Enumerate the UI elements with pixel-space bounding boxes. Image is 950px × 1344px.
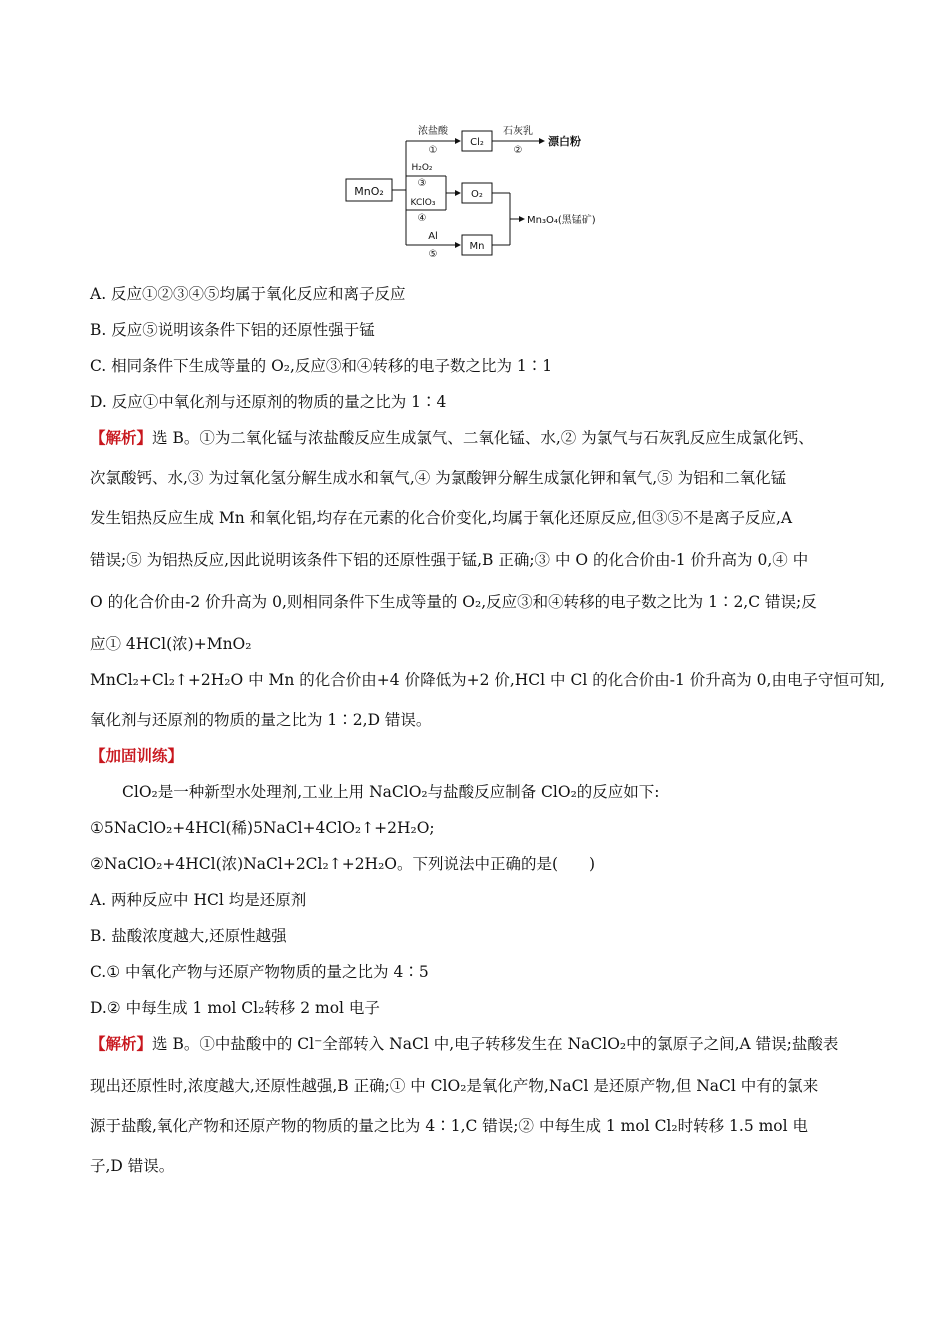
training-equation-1: ①5NaClO₂+4HCl(稀)5NaCl+4ClO₂↑+2H₂O;: [90, 819, 435, 837]
answer1-tag: 【解析】: [90, 428, 153, 447]
mno2-label: MnO₂: [354, 185, 384, 198]
r1-reagent: 浓盐酸: [418, 126, 448, 137]
training-option-c: C.① 中氧化产物与还原产物物质的量之比为 4∶5: [90, 963, 429, 981]
answer2-line-2: 现出还原性时,浓度越大,还原性越强,B 正确;① 中 ClO₂是氧化产物,NaCl 是还原产物,但 NaCl 中有的氯来: [90, 1077, 819, 1095]
q1-option-d: D. 反应①中氧化剂与还原剂的物质的量之比为 1∶4: [90, 393, 447, 411]
r5-number: ⑤: [428, 249, 438, 260]
answer1-line-5: O 的化合价由-2 价升高为 0,则相同条件下生成等量的 O₂,反应③和④转移的电子数之比为 1∶2,C 错误;反: [90, 593, 817, 611]
answer1-line-4: 错误;⑤ 为铝热反应,因此说明该条件下铝的还原性强于锰,B 正确;③ 中 O 的化合价由-1 价升高为 0,④ 中: [90, 551, 809, 569]
r3-reagent: H₂O₂: [411, 163, 433, 173]
o2-label: O₂: [471, 189, 483, 200]
r1-number: ①: [428, 145, 438, 156]
answer1-line-1: [90, 428, 814, 448]
answer1-text-1: 选 B。①为二氧化锰与浓盐酸反应生成氯气、二氧化锰、水,② 为氯气与石灰乳反应生成氯化钙、: [152, 429, 814, 447]
answer1-line-6: 应① 4HCl(浓)+MnO₂: [90, 635, 252, 653]
r3-number: ③: [417, 178, 427, 189]
r2-reagent: 石灰乳: [503, 126, 533, 137]
training-option-a: A. 两种反应中 HCl 均是还原剂: [90, 891, 307, 909]
bleach-label: 漂白粉: [548, 135, 581, 148]
answer2-text-1: 选 B。①中盐酸中的 Cl⁻全部转入 NaCl 中,电子转移发生在 NaClO₂中的氯原子之间,A 错误;盐酸表: [152, 1035, 839, 1053]
training-option-d: D.② 中每生成 1 mol Cl₂转移 2 mol 电子: [90, 999, 380, 1017]
training-equation-2: ②NaClO₂+4HCl(浓)NaCl+2Cl₂↑+2H₂O。下列说法中正确的是( ): [90, 855, 596, 873]
answer2-tag: 【解析】: [90, 1034, 153, 1053]
reaction-diagram: [330, 115, 630, 265]
answer2-line-4: 子,D 错误。: [90, 1157, 175, 1175]
mn-label: Mn: [469, 241, 485, 252]
cl2-label: Cl₂: [470, 137, 484, 148]
answer1-line-8: 氧化剂与还原剂的物质的量之比为 1∶2,D 错误。: [90, 711, 432, 729]
training-title: 【加固训练】: [90, 746, 184, 765]
q1-option-b: B. 反应⑤说明该条件下铝的还原性强于锰: [90, 321, 375, 339]
q1-option-a: A. 反应①②③④⑤均属于氧化反应和离子反应: [90, 285, 406, 303]
answer2-line-3: 源于盐酸,氧化产物和还原产物的物质的量之比为 4∶1,C 错误;② 中每生成 1 mol Cl₂时转移 1.5 mol 电: [90, 1117, 809, 1135]
training-intro: ClO₂是一种新型水处理剂,工业上用 NaClO₂与盐酸反应制备 ClO₂的反应如下:: [122, 783, 660, 801]
answer2-line-1: [90, 1034, 838, 1054]
training-option-b: B. 盐酸浓度越大,还原性越强: [90, 927, 287, 945]
r4-number: ④: [417, 213, 427, 224]
r5-reagent: Al: [428, 231, 438, 242]
answer1-line-2: 次氯酸钙、水,③ 为过氧化氢分解生成水和氧气,④ 为氯酸钾分解生成氯化钾和氧气,⑤ 为铝和二氧化锰: [90, 469, 787, 487]
answer1-line-7: MnCl₂+Cl₂↑+2H₂O 中 Mn 的化合价由+4 价降低为+2 价,HCl 中 Cl 的化合价由-1 价升高为 0,由电子守恒可知,: [90, 671, 885, 689]
r4-reagent: KClO₃: [410, 198, 436, 208]
mn3o4-label: Mn₃O₄(黑锰矿): [527, 215, 596, 226]
answer1-line-3: 发生铝热反应生成 Mn 和氧化铝,均存在元素的化合价变化,均属于氧化还原反应,但③⑤不是离子反应,A: [90, 509, 793, 527]
r2-number: ②: [513, 145, 523, 156]
reaction-flow-svg: [330, 115, 630, 265]
q1-option-c: C. 相同条件下生成等量的 O₂,反应③和④转移的电子数之比为 1∶1: [90, 357, 553, 375]
